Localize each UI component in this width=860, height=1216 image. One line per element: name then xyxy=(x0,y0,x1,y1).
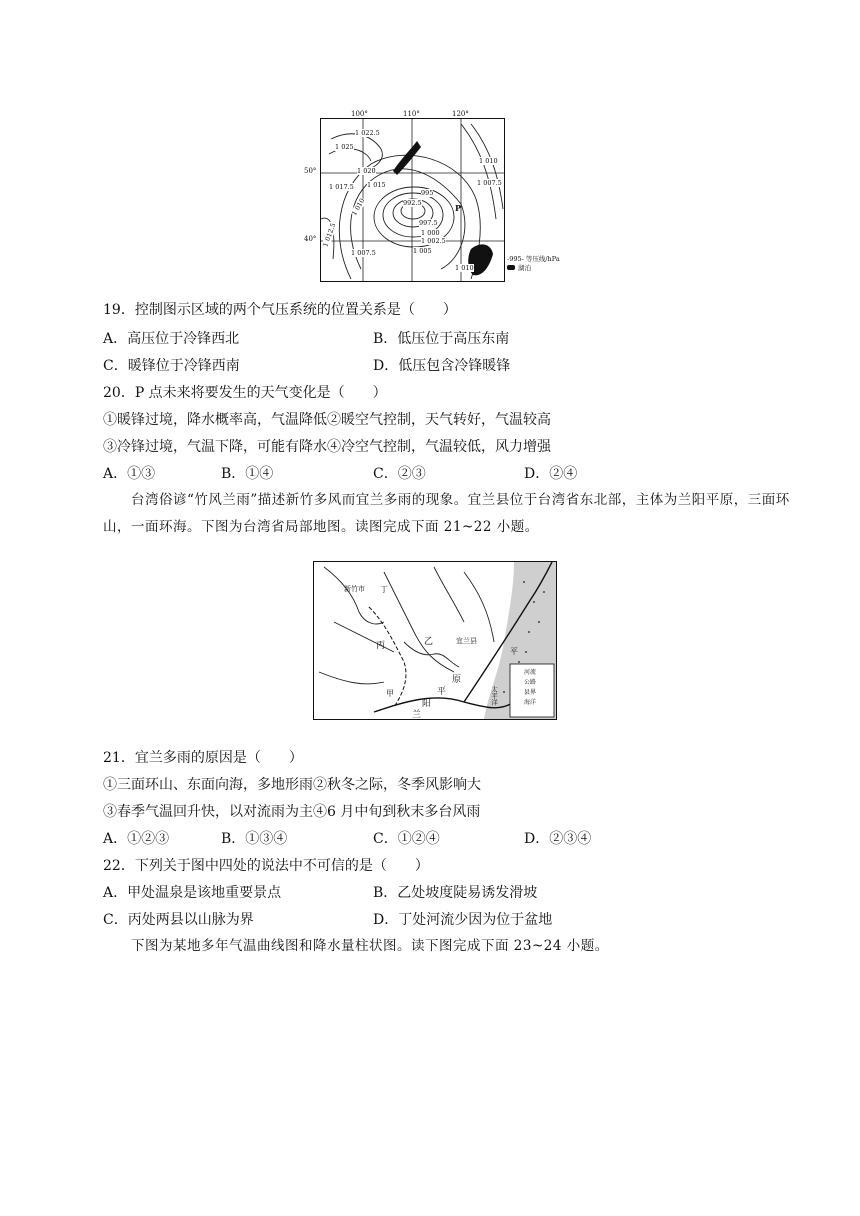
isobar-label: 1 022.5 xyxy=(355,129,380,137)
lat-label-50: 50° xyxy=(304,167,317,175)
q21-statement-line2: ③春季气温回升快，以对流雨为主④6 月中旬到秋末多台风雨 xyxy=(103,804,481,820)
isobar-label: 1 010 xyxy=(350,196,367,218)
legend-sea: 海洋 xyxy=(524,699,537,706)
isobar-label: 1 010 xyxy=(479,157,498,165)
label-yuan: 原 xyxy=(452,675,462,685)
q20-option-d[interactable]: D．②④ xyxy=(524,466,578,482)
q22-option-b[interactable]: B．乙处坡度陡易诱发滑坡 xyxy=(373,885,538,901)
q19-option-b[interactable]: B．低压位于高压东南 xyxy=(373,331,510,347)
isobar-label: 992.5 xyxy=(403,199,422,207)
q21-option-b[interactable]: B．①③④ xyxy=(221,831,288,847)
isobar-label: 1 005 xyxy=(413,247,432,255)
map1-legend xyxy=(507,255,597,273)
label-xinzhu-city: 新竹市 xyxy=(344,585,365,593)
q20-stem: 20．P 点未来将要发生的天气变化是（ ） xyxy=(103,385,387,401)
cold-front-shading xyxy=(393,141,421,175)
taiwan-map-figure xyxy=(313,561,557,720)
lon-label-120: 120° xyxy=(452,110,469,118)
lon-label-110: 110° xyxy=(403,110,420,118)
isobar-label: 1 002.5 xyxy=(421,237,446,245)
isobar-map-figure xyxy=(304,110,560,282)
map2-legend xyxy=(524,668,536,708)
lat-label-40: 40° xyxy=(304,235,317,243)
label-ping: 平 xyxy=(437,687,447,697)
q20-option-c[interactable]: C．②③ xyxy=(373,466,426,482)
legend-county-border: 县界 xyxy=(524,689,537,696)
passage-23-24: 下图为某地多年气温曲线图和降水量柱状图。读下图完成下面 23~24 小题。 xyxy=(131,938,609,954)
q22-stem: 22．下列关于图中四处的说法中不可信的是（ ） xyxy=(103,858,429,874)
legend-river: 河流 xyxy=(524,669,537,676)
q21-stem: 21．宜兰多雨的原因是（ ） xyxy=(103,750,303,766)
q21-option-c[interactable]: C．①②④ xyxy=(373,831,440,847)
label-ping-sea: 平 xyxy=(510,647,518,656)
isobar-label: 1 015 xyxy=(367,181,386,189)
legend-isobar: -995- 等压线/hPa xyxy=(507,255,560,263)
point-p-label: P xyxy=(455,203,462,213)
label-jia: 甲 xyxy=(386,689,394,698)
q22-option-a[interactable]: A．甲处温泉是该地重要景点 xyxy=(103,885,282,901)
q22-option-d[interactable]: D．丁处河流少因为位于盆地 xyxy=(373,912,553,928)
isobar-label: 1 000 xyxy=(421,229,440,237)
isobar-label: 995 xyxy=(421,189,434,197)
legend-road: 公路 xyxy=(524,679,537,686)
q20-statement-line1: ①暖锋过境，降水概率高，气温降低②暖空气控制，天气转好，气温较高 xyxy=(103,412,551,428)
isobar-label: 1 020 xyxy=(357,167,376,175)
isobar-label: 1 017.5 xyxy=(329,183,354,191)
q20-option-a[interactable]: A．①③ xyxy=(103,466,156,482)
lake-icon xyxy=(507,265,515,270)
legend-lake: 湖泊 xyxy=(507,264,597,273)
label-bing: 丙 xyxy=(376,641,386,651)
q19-option-d[interactable]: D．低压包含冷锋暖锋 xyxy=(373,358,511,374)
isobar-label: 1 007.5 xyxy=(477,179,502,187)
isobar-label: 997.5 xyxy=(419,219,438,227)
isobar-label: 1 010 xyxy=(455,264,474,272)
isobar-label: 1 012.5 xyxy=(321,221,338,249)
isobar-label: 1 025 xyxy=(335,143,354,151)
label-yang: 阳 xyxy=(422,699,432,709)
lon-label-100: 100° xyxy=(351,110,368,118)
isobar-label: 1 007.5 xyxy=(351,249,376,257)
passage-21-22: 台湾俗谚“竹风兰雨”描述新竹多风而宜兰多雨的现象。宜兰县位于台湾省东北部，主体为兰阳平原，三面环山，一面环海。下图为台湾省局部地图。读图完成下面 21~22 小题。 xyxy=(103,492,790,535)
q19-option-a[interactable]: A．高压位于冷锋西北 xyxy=(103,331,240,347)
label-yilan-county: 宜兰县 xyxy=(456,637,477,645)
q21-option-a[interactable]: A．①②③ xyxy=(103,831,170,847)
q20-statement-line2: ③冷锋过境，气温下降，可能有降水④冷空气控制，气温较低，风力增强 xyxy=(103,439,551,455)
q20-option-b[interactable]: B．①④ xyxy=(221,466,274,482)
q21-statement-line1: ①三面环山、东面向海，多地形雨②秋冬之际，冬季风影响大 xyxy=(103,777,481,793)
label-ding: 丁 xyxy=(380,585,388,594)
q19-stem: 19．控制图示区域的两个气压系统的位置关系是（ ） xyxy=(103,302,457,318)
q22-option-c[interactable]: C．丙处两县以山脉为界 xyxy=(103,912,254,928)
label-pacific: 太平洋 xyxy=(490,686,498,706)
label-yi: 乙 xyxy=(424,637,434,647)
q19-option-c[interactable]: C．暖锋位于冷锋西南 xyxy=(103,358,240,374)
label-lan: 兰 xyxy=(412,710,422,720)
q21-option-d[interactable]: D．②③④ xyxy=(524,831,592,847)
